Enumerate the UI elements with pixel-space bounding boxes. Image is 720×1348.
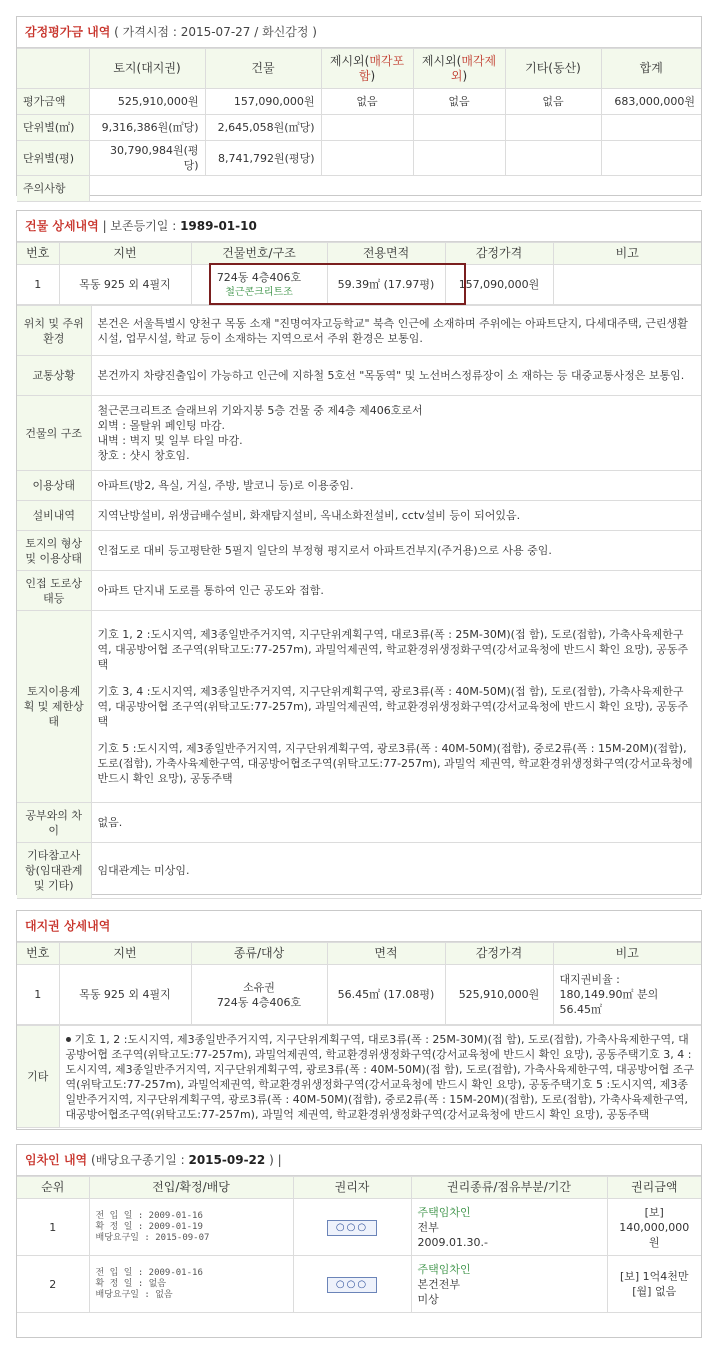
detail-row	[17, 531, 701, 571]
date-line: 전 입 일 : 2009-01-16	[95, 1210, 203, 1221]
detail-row	[17, 471, 701, 501]
col-lot: 지번	[59, 943, 191, 965]
etc-text-body: 기호 1, 2 :도시지역, 제3종일반주거지역, 지구단위계획구역, 대로3류(폭 : 25M-30M)(접 함), 도로(접함), 가축사육제한구역, 대공방어협 조구역(위탁고도:77-257m), 과밀억제권역, 학교환경위생정화구역(강서교육청에 반드시 확인 요망), 공동주택기호 3, 4 :도시지역, 제3종일반주거지역, 지구단위계획구역, 광로3류(폭 : 40M-50M)(접 함), 도로(접함), 가축사육제한구역, 대공방어협 조구역(위탁고도:77-257m), 과밀억제권역, 학교환경위생정화구역(강서교육청에 반드시 확인 요망), 공동주택기호 5 :도시지역, 제3종일반주거지역, 지구단위계획구역, 광로3류(폭 : 40M-50M)(접함), 중로2류(폭 : 15M-20M)(접함), 도로(접함), 가축사육제한구역, 대공방어협조구역(위탁고도:77-257m), 과밀억 제권역, 학교환경위생정화구역(강서교육청에 반드시 확인 요망), 공동주택	[65, 1032, 695, 1121]
tenant-period: 2009.01.30.-	[417, 1235, 488, 1249]
date-line: 전 입 일 : 2009-01-16	[95, 1267, 203, 1278]
detail-row	[17, 396, 701, 471]
detail-label: 설비내역	[17, 501, 91, 531]
amount-line: [보] 1억4천만	[619, 1270, 689, 1283]
appraisal-col-building: 건물	[205, 49, 321, 89]
land-etc-table	[17, 1025, 701, 1128]
building-header	[17, 211, 701, 242]
table-row	[17, 965, 701, 1025]
row-label: 단위별(평)	[17, 141, 89, 176]
table-row	[17, 1199, 701, 1256]
value-cell	[505, 115, 601, 141]
building-table	[17, 242, 701, 305]
detail-label: 위치 및 주위환경	[17, 306, 91, 356]
row-bld-structure	[191, 265, 327, 305]
row-no: 1	[17, 265, 59, 305]
value-cell: 2,645,058원(㎡당)	[205, 115, 321, 141]
row-rank: 1	[17, 1199, 89, 1256]
value-cell	[321, 141, 413, 176]
detail-row	[17, 571, 701, 611]
caution-cell	[89, 176, 701, 202]
detail-label: 건물의 구조	[17, 396, 91, 471]
detail-row	[17, 611, 701, 803]
tenant-period: 미상	[417, 1292, 439, 1306]
tenant-part: 전부	[417, 1220, 439, 1234]
tenants-table	[17, 1176, 701, 1313]
amount-line: 원	[648, 1235, 660, 1249]
value-cell: 683,000,000원	[601, 89, 701, 115]
tenants-section	[16, 1144, 702, 1338]
col-note: 비고	[553, 943, 701, 965]
row-price: 525,910,000원	[445, 965, 553, 1025]
row-label: 단위별(㎡)	[17, 115, 89, 141]
land-target: 724동 4층406호	[216, 995, 302, 1009]
row-kind	[411, 1256, 607, 1313]
col-bld-structure: 건물번호/구조	[191, 243, 327, 265]
value-cell	[321, 115, 413, 141]
value-cell	[601, 141, 701, 176]
detail-label: 이용상태	[17, 471, 91, 501]
row-label: 주의사항	[17, 176, 89, 202]
structure-line: 철근콘크리트조 슬래브위 기와지붕 5층 건물 중 제4층 제406호로서	[97, 404, 423, 417]
col-rank: 순위	[17, 1177, 89, 1199]
zoning-para: 기호 1, 2 :도시지역, 제3종일반주거지역, 지구단위계획구역, 대로3류(폭 : 25M-30M)(접 함), 도로(접함), 가축사육제한구역, 대공방어협 조구역(위탁고도:77-257m), 과밀억제권역, 학교환경위생정화구역(강서교육청에 반드시 확인 요망), 공동주택	[97, 628, 689, 671]
row-lot: 목동 925 외 4필지	[59, 965, 191, 1025]
appraisal-col-other: 기타(동산)	[505, 49, 601, 89]
col-area: 면적	[327, 943, 445, 965]
row-note	[553, 265, 701, 305]
building-detail-table	[17, 305, 701, 899]
value-cell: 9,316,386원(㎡당)	[89, 115, 205, 141]
tenant-part: 본건전부	[417, 1277, 461, 1291]
row-amount	[607, 1199, 701, 1256]
bullet-icon	[66, 1037, 71, 1042]
detail-row	[17, 306, 701, 356]
land-section	[16, 910, 702, 1130]
etc-text	[59, 1026, 701, 1128]
detail-text: 아파트 단지내 도로를 통하여 인근 공도와 접함.	[91, 571, 701, 611]
appraisal-col-land: 토지(대지권)	[89, 49, 205, 89]
col-lot: 지번	[59, 243, 191, 265]
row-area: 56.45㎡ (17.08평)	[327, 965, 445, 1025]
detail-row	[17, 1026, 701, 1128]
tenants-date: 2015-09-22	[188, 1153, 266, 1167]
building-section	[16, 210, 702, 895]
value-cell: 157,090,000원	[205, 89, 321, 115]
value-cell: 525,910,000원	[89, 89, 205, 115]
col-extra-a-suffix: )	[370, 68, 376, 83]
structure-line: 내벽 : 벽지 및 일부 타일 마감.	[97, 434, 243, 447]
col-extra-b-prefix: 제시외(	[421, 53, 462, 68]
col-extra-a-red: 매각포함	[358, 53, 405, 83]
value-cell: 없음	[413, 89, 505, 115]
land-kind: 소유권	[243, 980, 275, 994]
value-cell	[413, 115, 505, 141]
row-kind	[191, 965, 327, 1025]
tenant-kind: 주택임차인	[417, 1205, 471, 1219]
tenants-title: 임차인 내역	[25, 1153, 88, 1167]
row-area: 59.39㎡ (17.97평)	[327, 265, 445, 305]
row-lot: 목동 925 외 4필지	[59, 265, 191, 305]
detail-text: 없음.	[91, 803, 701, 843]
date-line: 확 정 일 : 2009-01-19	[95, 1221, 203, 1232]
table-row	[17, 115, 701, 141]
date-line: 배당요구일 : 없음	[95, 1289, 173, 1300]
detail-row	[17, 803, 701, 843]
detail-row	[17, 843, 701, 899]
col-no: 번호	[17, 243, 59, 265]
col-extra-b-suffix: )	[462, 68, 468, 83]
col-area: 전용면적	[327, 243, 445, 265]
col-no: 번호	[17, 943, 59, 965]
col-extra-b-red: 매각제외	[450, 53, 497, 83]
appraisal-col-extra-excluded	[413, 49, 505, 89]
row-rank: 2	[17, 1256, 89, 1313]
col-note: 비고	[553, 243, 701, 265]
appraisal-col-extra-included	[321, 49, 413, 89]
value-cell: 30,790,984원(평당)	[89, 141, 205, 176]
detail-text: 임대관계는 미상임.	[91, 843, 701, 899]
land-header	[17, 911, 701, 942]
bld-structure: 철근콘크리트조	[225, 286, 293, 298]
tenants-header	[17, 1145, 701, 1176]
etc-label: 기타	[17, 1026, 59, 1128]
tenant-kind: 주택임차인	[417, 1262, 471, 1276]
land-title: 대지권 상세내역	[25, 919, 111, 933]
value-cell: 없음	[321, 89, 413, 115]
note-line: 56.45㎡	[559, 1003, 602, 1016]
detail-text: 아파트(방2, 욕실, 거실, 주방, 발코니 등)로 이용중임.	[91, 471, 701, 501]
building-subtitle: | 보존등기일 :	[102, 219, 177, 233]
col-price: 감정가격	[445, 943, 553, 965]
detail-text	[91, 611, 701, 803]
detail-text: 지역난방설비, 위생급배수설비, 화재탐지설비, 옥내소화전설비, cctv설비 등이 되어있음.	[91, 501, 701, 531]
appraisal-header	[17, 17, 701, 48]
detail-label: 교통상황	[17, 356, 91, 396]
zoning-para: 기호 3, 4 :도시지역, 제3종일반주거지역, 지구단위계획구역, 광로3류(폭 : 40M-50M)(접 함), 도로(접함), 가축사육제한구역, 대공방어협 조구역(위탁고도:77-257m), 과밀억제권역, 학교환경위생정화구역(강서교육청에 반드시 확인 요망), 공동주택	[97, 685, 689, 728]
appraisal-col-total: 합계	[601, 49, 701, 89]
detail-label: 기타참고사항(임대관계 및 기타)	[17, 843, 91, 899]
appraisal-section	[16, 16, 702, 196]
value-cell: 없음	[505, 89, 601, 115]
land-table	[17, 942, 701, 1025]
amount-line: [월] 없음	[632, 1285, 677, 1298]
zoning-para: 기호 5 :도시지역, 제3종일반주거지역, 지구단위계획구역, 광로3류(폭 : 40M-50M)(접함), 중로2류(폭 : 15M-20M)(접함), 도로(접함), 가축사육제한구역, 대공방어협조구역(위탁고도:77-257m), 과밀억 제권역, 학교환경위생정화구역(강서교육청에 반드시 확인 요망), 공동주택	[97, 742, 693, 785]
col-dates: 전입/확정/배당	[89, 1177, 293, 1199]
note-line: 180,149.90㎡ 분의	[559, 988, 659, 1001]
holder-button[interactable]: ○○○	[327, 1277, 377, 1293]
bld-no: 724동 4층406호	[216, 270, 302, 284]
row-no: 1	[17, 965, 59, 1025]
col-kind: 권리종류/점유부분/기간	[411, 1177, 607, 1199]
value-cell: 8,741,792원(평당)	[205, 141, 321, 176]
col-kind: 종류/대상	[191, 943, 327, 965]
tenants-subtitle-tail: ) |	[269, 1153, 282, 1167]
table-row	[17, 89, 701, 115]
date-line: 배당요구일 : 2015-09-07	[95, 1232, 210, 1243]
detail-label: 인접 도로상태등	[17, 571, 91, 611]
row-holder	[293, 1256, 411, 1313]
detail-text: 본건까지 차량진출입이 가능하고 인근에 지하철 5호선 "목동역" 및 노선버스정류장이 소 재하는 등 대중교통사정은 보통임.	[91, 356, 701, 396]
building-date: 1989-01-10	[180, 219, 257, 233]
table-row	[17, 176, 701, 202]
row-kind	[411, 1199, 607, 1256]
value-cell	[505, 141, 601, 176]
appraisal-col-blank	[17, 49, 89, 89]
note-line: 대지권비율 :	[559, 973, 620, 986]
col-price: 감정가격	[445, 243, 553, 265]
appraisal-title: 감정평가금 내역	[25, 25, 111, 39]
row-amount	[607, 1256, 701, 1313]
building-title: 건물 상세내역	[25, 219, 99, 233]
tenants-subtitle: (배당요구종기일 :	[90, 1153, 185, 1167]
structure-line: 창호 : 샷시 창호임.	[97, 449, 190, 462]
holder-button[interactable]: ○○○	[327, 1220, 377, 1236]
amount-line: [보] 140,000,000	[619, 1205, 690, 1234]
value-cell	[413, 141, 505, 176]
detail-label: 공부와의 차이	[17, 803, 91, 843]
row-dates	[89, 1256, 293, 1313]
row-note	[553, 965, 701, 1025]
detail-row	[17, 501, 701, 531]
table-row	[17, 141, 701, 176]
row-label: 평가금액	[17, 89, 89, 115]
row-holder	[293, 1199, 411, 1256]
appraisal-table	[17, 48, 701, 202]
col-holder: 권리자	[293, 1177, 411, 1199]
col-amount: 권리금액	[607, 1177, 701, 1199]
table-row	[17, 1256, 701, 1313]
date-line: 확 정 일 : 없음	[95, 1278, 167, 1289]
row-dates	[89, 1199, 293, 1256]
detail-text: 본건은 서울특별시 양천구 목동 소재 "진명여자고등학교" 북측 인근에 소재하며 주위에는 아파트단지, 다세대주택, 근린생활시설, 업무시설, 학교 등이 소재하는 지역으로서 주위 환경은 보통임.	[91, 306, 701, 356]
appraisal-subtitle: ( 가격시점 : 2015-07-27 / 화신감정 )	[114, 25, 317, 39]
detail-row	[17, 356, 701, 396]
detail-label: 토지의 형상 및 이용상태	[17, 531, 91, 571]
col-extra-a-prefix: 제시외(	[329, 53, 370, 68]
detail-label: 토지이용계획 및 제한상태	[17, 611, 91, 803]
detail-text	[91, 396, 701, 471]
table-row	[17, 265, 701, 305]
detail-text: 인접도로 대비 등고평탄한 5필지 일단의 부정형 평지로서 아파트건부지(주거용)으로 사용 중임.	[91, 531, 701, 571]
value-cell	[601, 115, 701, 141]
structure-line: 외벽 : 몰탈위 페인팅 마감.	[97, 419, 225, 432]
row-price: 157,090,000원	[445, 265, 553, 305]
